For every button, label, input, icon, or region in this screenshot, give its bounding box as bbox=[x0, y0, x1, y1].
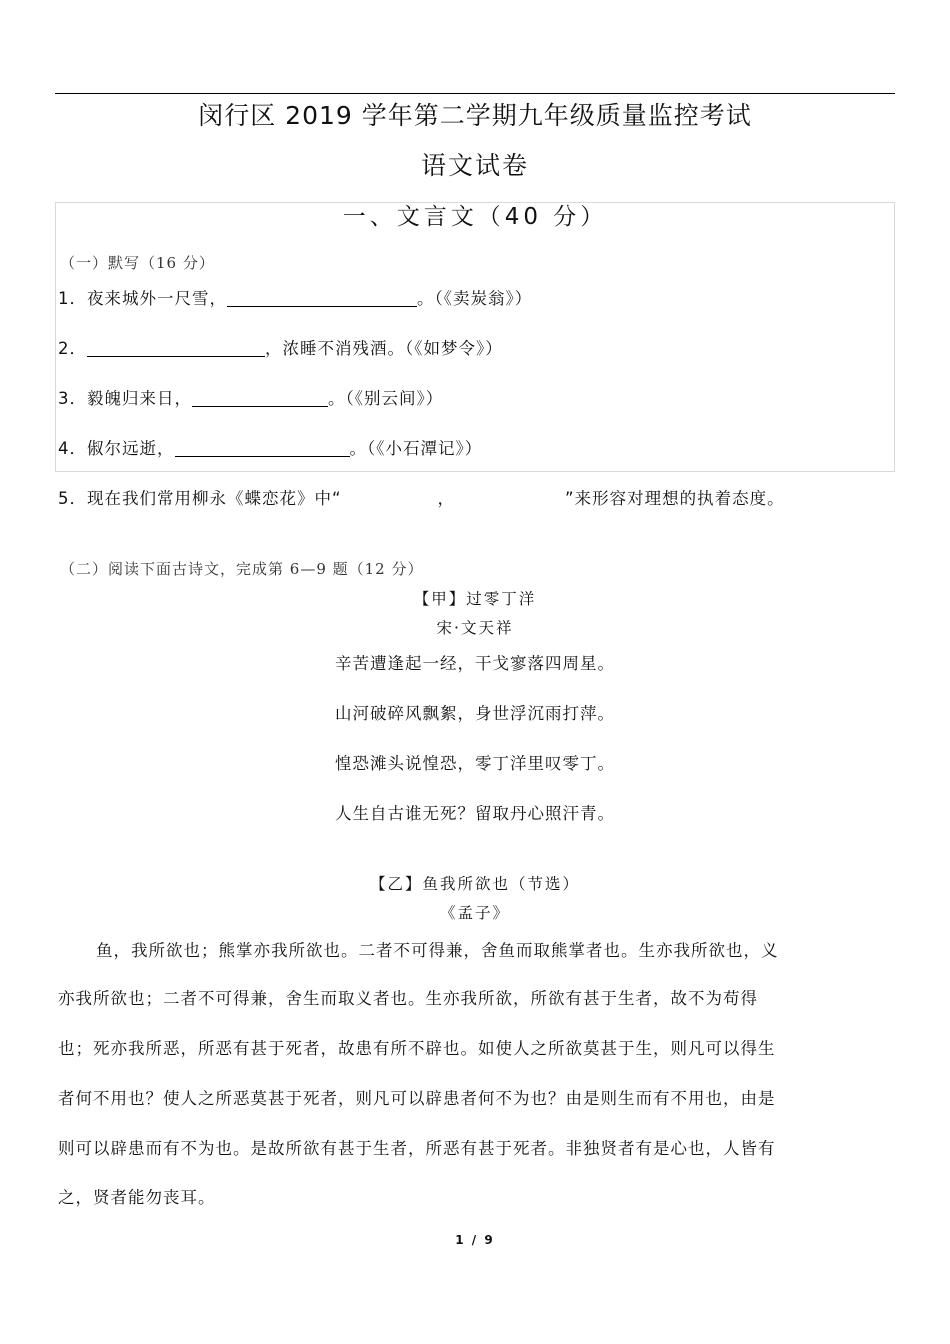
answer-blank[interactable] bbox=[87, 338, 265, 357]
question-3-text: 3．毅魄归来日， bbox=[58, 389, 192, 408]
answer-blank[interactable] bbox=[175, 438, 350, 457]
prose-line: 则可以辟患而有不为也。是故所欲有甚于生者，所恶有甚于死者。非独贤者有是心也，人皆有 bbox=[58, 1139, 776, 1158]
poem-jia-title: 【甲】过零丁洋 bbox=[413, 590, 537, 608]
prose-line: 亦我所欲也；二者不可得兼，舍生而取义者也。生亦我所欲，所欲有甚于生者，故不为苟得 bbox=[58, 989, 758, 1008]
poem-line: 山河破碎风飘絮，身世浮沉雨打萍。 bbox=[335, 704, 615, 723]
question-5-text: 5．现在我们常用柳永《蝶恋花》中“ bbox=[58, 489, 342, 508]
answer-blank[interactable] bbox=[192, 388, 328, 407]
prose-yi-title: 【乙】鱼我所欲也（节选） bbox=[369, 875, 580, 893]
poem-line: 人生自古谁无死？留取丹心照汗青。 bbox=[335, 804, 615, 823]
question-1-source: 。（《卖炭翁》） bbox=[417, 289, 533, 308]
poem-line: 惶恐滩头说惶恐，零丁洋里叹零丁。 bbox=[335, 754, 615, 773]
question-4 bbox=[58, 435, 482, 459]
prose-line: 也；死亦我所恶，所恶有甚于死者，故患有所不辟也。如使人之所欲莫甚于生，则凡可以得生 bbox=[58, 1039, 776, 1058]
question-4-source: 。（《小石潭记》） bbox=[349, 439, 483, 458]
poem-jia-author: 宋·文天祥 bbox=[436, 619, 514, 637]
question-1 bbox=[58, 285, 532, 309]
question-5-comma: ， bbox=[437, 489, 456, 508]
subject-title: 语文试卷 bbox=[420, 151, 529, 180]
prose-line: 鱼，我所欲也；熊掌亦我所欲也。二者不可得兼，舍鱼而取熊掌者也。生亦我所欲也，义 bbox=[96, 941, 779, 960]
prose-yi-author: 《孟子》 bbox=[439, 904, 510, 922]
part1-heading: （一）默写（16 分） bbox=[60, 254, 215, 272]
question-3-source: 。（《别云间》） bbox=[328, 389, 444, 408]
section-title: 一、文言文（40 分） bbox=[342, 204, 608, 230]
question-5-tail: ”来形容对理想的执着态度。 bbox=[565, 489, 785, 508]
page-number: 1 / 9 bbox=[455, 1233, 495, 1247]
prose-line: 之，贤者能勿丧耳。 bbox=[58, 1188, 216, 1207]
prose-line: 者何不用也？使人之所恶莫甚于死者，则凡可以辟患者何不为也？由是则生而有不用也，由是 bbox=[58, 1089, 776, 1108]
question-5 bbox=[58, 485, 785, 509]
question-2-text: 2． bbox=[58, 339, 87, 358]
poem-line: 辛苦遭逢起一经，干戈寥落四周星。 bbox=[335, 654, 615, 673]
exam-title: 闵行区 2019 学年第二学期九年级质量监控考试 bbox=[198, 101, 752, 130]
top-rule bbox=[55, 93, 895, 94]
question-2 bbox=[58, 335, 503, 359]
question-2-source: ，浓睡不消残酒。（《如梦令》） bbox=[265, 339, 503, 358]
part2-heading: （二）阅读下面古诗文，完成第 6—9 题（12 分） bbox=[60, 560, 424, 578]
answer-blank[interactable] bbox=[227, 288, 417, 307]
question-1-text: 1．夜来城外一尺雪， bbox=[58, 289, 227, 308]
question-3 bbox=[58, 385, 443, 409]
question-4-text: 4．俶尔远逝， bbox=[58, 439, 175, 458]
